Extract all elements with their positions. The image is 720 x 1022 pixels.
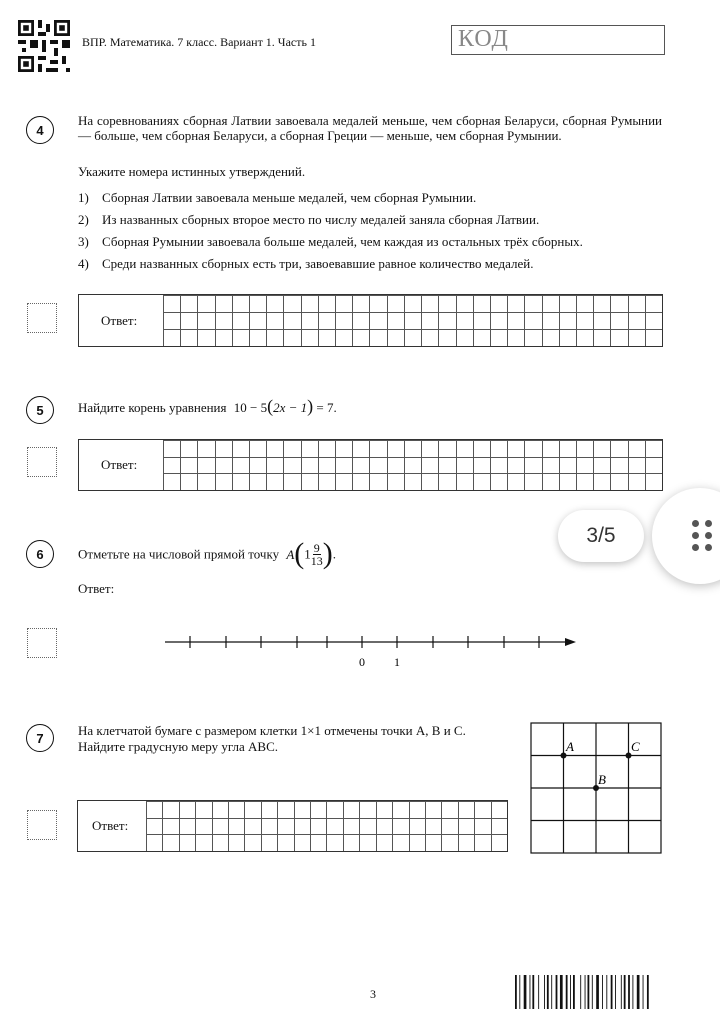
answer-cell[interactable] <box>266 473 283 490</box>
answer-cell[interactable] <box>593 440 610 457</box>
answer-cell[interactable] <box>215 473 232 490</box>
answer-cell[interactable] <box>266 295 283 312</box>
answer-cell[interactable] <box>490 473 507 490</box>
answer-cell[interactable] <box>392 834 408 851</box>
answer-cell[interactable] <box>610 440 627 457</box>
answer-cell[interactable] <box>441 834 457 851</box>
answer-cell[interactable] <box>645 312 662 329</box>
answer-cell[interactable] <box>228 818 244 835</box>
answer-cell[interactable] <box>261 801 277 818</box>
answer-cell[interactable] <box>318 473 335 490</box>
answer-cell[interactable] <box>180 440 197 457</box>
answer-cell[interactable] <box>179 818 195 835</box>
answer-cell[interactable] <box>576 295 593 312</box>
answer-cell[interactable] <box>249 457 266 474</box>
answer-cell[interactable] <box>438 312 455 329</box>
answer-cell[interactable] <box>318 440 335 457</box>
answer-cell[interactable] <box>507 295 524 312</box>
answer-cell[interactable] <box>593 329 610 346</box>
answer-cell[interactable] <box>473 440 490 457</box>
answer-cell[interactable] <box>628 457 645 474</box>
answer-cell[interactable] <box>404 457 421 474</box>
answer-cell[interactable] <box>261 834 277 851</box>
answer-cell[interactable] <box>343 818 359 835</box>
answer-cell[interactable] <box>249 312 266 329</box>
q5-answer-box[interactable] <box>78 439 663 491</box>
answer-cell[interactable] <box>232 440 249 457</box>
answer-cell[interactable] <box>610 312 627 329</box>
point-c-label: C <box>631 739 640 754</box>
answer-cell[interactable] <box>283 440 300 457</box>
q6-fraction: $\frac{9}{13}$ <box>310 540 323 568</box>
answer-cell[interactable] <box>232 457 249 474</box>
answer-cell[interactable] <box>524 457 541 474</box>
answer-cell[interactable] <box>645 457 662 474</box>
answer-cell[interactable] <box>232 473 249 490</box>
answer-cell[interactable] <box>228 801 244 818</box>
answer-cell[interactable] <box>369 329 386 346</box>
q7-answer-grid[interactable] <box>146 801 507 851</box>
answer-cell[interactable] <box>163 440 180 457</box>
page-indicator: 3/5 <box>558 510 644 562</box>
answer-cell[interactable] <box>163 457 180 474</box>
answer-cell[interactable] <box>301 473 318 490</box>
answer-cell[interactable] <box>576 329 593 346</box>
answer-cell[interactable] <box>507 440 524 457</box>
q7-check-box <box>27 810 57 840</box>
answer-cell[interactable] <box>404 440 421 457</box>
answer-cell[interactable] <box>359 818 375 835</box>
answer-cell[interactable] <box>163 295 180 312</box>
answer-cell[interactable] <box>421 312 438 329</box>
answer-cell[interactable] <box>404 295 421 312</box>
answer-cell[interactable] <box>507 312 524 329</box>
answer-cell[interactable] <box>458 834 474 851</box>
answer-cell[interactable] <box>318 295 335 312</box>
answer-cell[interactable] <box>197 295 214 312</box>
answer-cell[interactable] <box>387 473 404 490</box>
answer-cell[interactable] <box>645 473 662 490</box>
answer-cell[interactable] <box>645 295 662 312</box>
answer-cell[interactable] <box>376 834 392 851</box>
q7-answer-label: Ответ: <box>92 818 129 833</box>
answer-cell[interactable] <box>490 312 507 329</box>
kod-label: КОД <box>458 26 509 52</box>
answer-cell[interactable] <box>409 818 425 835</box>
answer-cell[interactable] <box>628 473 645 490</box>
q7-answer-box[interactable] <box>77 800 508 852</box>
answer-cell[interactable] <box>283 329 300 346</box>
answer-cell[interactable] <box>524 473 541 490</box>
answer-cell[interactable] <box>404 312 421 329</box>
q5-equation: 10 − 5(2x − 1) = 7. <box>233 396 337 416</box>
answer-cell[interactable] <box>163 329 180 346</box>
answer-cell[interactable] <box>576 440 593 457</box>
answer-cell[interactable] <box>438 329 455 346</box>
answer-cell[interactable] <box>232 312 249 329</box>
q6-check-box <box>27 628 57 658</box>
answer-cell[interactable] <box>576 312 593 329</box>
answer-cell[interactable] <box>212 801 228 818</box>
answer-cell[interactable] <box>359 801 375 818</box>
answer-cell[interactable] <box>352 295 369 312</box>
answer-cell[interactable] <box>294 834 310 851</box>
q4-answer-grid[interactable] <box>163 295 662 346</box>
answer-cell[interactable] <box>542 457 559 474</box>
answer-cell[interactable] <box>559 440 576 457</box>
answer-cell[interactable] <box>490 440 507 457</box>
answer-cell[interactable] <box>441 818 457 835</box>
answer-cell[interactable] <box>473 473 490 490</box>
answer-cell[interactable] <box>559 295 576 312</box>
answer-cell[interactable] <box>162 801 178 818</box>
answer-cell[interactable] <box>474 818 490 835</box>
q5-answer-grid[interactable] <box>163 440 662 490</box>
question-number-6: 6 <box>26 540 54 568</box>
answer-cell[interactable] <box>392 801 408 818</box>
page-number: 3 <box>370 987 376 1001</box>
answer-cell[interactable] <box>294 801 310 818</box>
answer-cell[interactable] <box>232 329 249 346</box>
answer-cell[interactable] <box>283 457 300 474</box>
answer-cell[interactable] <box>438 440 455 457</box>
answer-cell[interactable] <box>352 312 369 329</box>
answer-cell[interactable] <box>294 818 310 835</box>
q5-check-box <box>27 447 57 477</box>
answer-cell[interactable] <box>179 834 195 851</box>
answer-cell[interactable] <box>490 329 507 346</box>
answer-cell[interactable] <box>215 295 232 312</box>
answer-cell[interactable] <box>195 801 211 818</box>
grid-figure <box>530 722 664 856</box>
answer-cell[interactable] <box>409 801 425 818</box>
answer-cell[interactable] <box>146 818 162 835</box>
answer-cell[interactable] <box>343 834 359 851</box>
answer-cell[interactable] <box>491 818 507 835</box>
answer-cell[interactable] <box>215 457 232 474</box>
tick-label-0: 0 <box>359 655 365 669</box>
answer-cell[interactable] <box>542 440 559 457</box>
answer-cell[interactable] <box>610 473 627 490</box>
answer-cell[interactable] <box>163 473 180 490</box>
answer-cell[interactable] <box>197 329 214 346</box>
answer-cell[interactable] <box>507 329 524 346</box>
answer-cell[interactable] <box>559 312 576 329</box>
barcode <box>515 975 675 1009</box>
answer-cell[interactable] <box>593 473 610 490</box>
answer-cell[interactable] <box>593 295 610 312</box>
answer-cell[interactable] <box>628 440 645 457</box>
answer-cell[interactable] <box>359 834 375 851</box>
answer-cell[interactable] <box>326 801 342 818</box>
answer-cell[interactable] <box>197 312 214 329</box>
q4-option-1: 1) Сборная Латвии завоевала меньше медалей, чем сборная Румынии. <box>78 190 477 205</box>
answer-cell[interactable] <box>335 329 352 346</box>
answer-cell[interactable] <box>266 440 283 457</box>
answer-cell[interactable] <box>326 834 342 851</box>
answer-cell[interactable] <box>421 440 438 457</box>
answer-cell[interactable] <box>212 834 228 851</box>
header-title: ВПР. Математика. 7 класс. Вариант 1. Часть 1 <box>82 35 316 49</box>
answer-cell[interactable] <box>369 312 386 329</box>
answer-cell[interactable] <box>335 473 352 490</box>
q4-answer-label: Ответ: <box>101 313 138 328</box>
answer-cell[interactable] <box>244 801 260 818</box>
kod-field[interactable] <box>451 25 665 55</box>
answer-cell[interactable] <box>369 457 386 474</box>
answer-cell[interactable] <box>343 801 359 818</box>
answer-cell[interactable] <box>232 295 249 312</box>
answer-cell[interactable] <box>197 440 214 457</box>
answer-cell[interactable] <box>283 312 300 329</box>
answer-cell[interactable] <box>318 312 335 329</box>
answer-cell[interactable] <box>180 295 197 312</box>
answer-cell[interactable] <box>228 834 244 851</box>
answer-cell[interactable] <box>310 801 326 818</box>
q5-text: Найдите корень уравнения 10 − 5(2x − 1) = 7. <box>78 396 337 416</box>
answer-cell[interactable] <box>524 329 541 346</box>
answer-cell[interactable] <box>473 312 490 329</box>
answer-cell[interactable] <box>425 818 441 835</box>
answer-cell[interactable] <box>524 312 541 329</box>
menu-button[interactable] <box>652 488 720 584</box>
answer-cell[interactable] <box>215 440 232 457</box>
q4-option-3: 3) Сборная Румынии завоевала больше медалей, чем каждая из остальных трёх сборных. <box>78 234 583 249</box>
answer-cell[interactable] <box>593 312 610 329</box>
answer-cell[interactable] <box>542 295 559 312</box>
answer-cell[interactable] <box>456 295 473 312</box>
answer-cell[interactable] <box>215 312 232 329</box>
answer-cell[interactable] <box>387 295 404 312</box>
answer-cell[interactable] <box>387 312 404 329</box>
answer-cell[interactable] <box>195 818 211 835</box>
answer-cell[interactable] <box>507 473 524 490</box>
answer-cell[interactable] <box>404 329 421 346</box>
answer-cell[interactable] <box>456 473 473 490</box>
answer-cell[interactable] <box>458 801 474 818</box>
answer-cell[interactable] <box>301 295 318 312</box>
answer-cell[interactable] <box>215 329 232 346</box>
answer-cell[interactable] <box>421 473 438 490</box>
answer-cell[interactable] <box>277 801 293 818</box>
q6-text: Отметьте на числовой прямой точку A(1 $\frac{9}{13}$ ). <box>78 537 337 570</box>
answer-cell[interactable] <box>335 312 352 329</box>
answer-cell[interactable] <box>438 473 455 490</box>
arrow-icon <box>565 638 576 646</box>
answer-cell[interactable] <box>249 329 266 346</box>
answer-cell[interactable] <box>438 457 455 474</box>
q7-text-line2: Найдите градусную меру угла ABC. <box>78 739 279 754</box>
answer-cell[interactable] <box>146 834 162 851</box>
answer-cell[interactable] <box>335 440 352 457</box>
answer-cell[interactable] <box>441 801 457 818</box>
answer-cell[interactable] <box>387 457 404 474</box>
answer-cell[interactable] <box>456 312 473 329</box>
answer-cell[interactable] <box>195 834 211 851</box>
answer-cell[interactable] <box>335 295 352 312</box>
answer-cell[interactable] <box>491 801 507 818</box>
answer-cell[interactable] <box>559 457 576 474</box>
answer-cell[interactable] <box>162 834 178 851</box>
answer-cell[interactable] <box>576 457 593 474</box>
answer-cell[interactable] <box>491 834 507 851</box>
q4-option-4: 4) Среди названных сборных есть три, завоевавшие равное количество медалей. <box>78 256 534 271</box>
answer-cell[interactable] <box>249 473 266 490</box>
answer-cell[interactable] <box>369 473 386 490</box>
answer-cell[interactable] <box>301 329 318 346</box>
answer-cell[interactable] <box>310 834 326 851</box>
answer-cell[interactable] <box>266 329 283 346</box>
q5-answer-label: Ответ: <box>101 457 138 472</box>
q4-text: На соревнованиях сборная Латвии завоевала медалей меньше, чем сборная Беларуси, сборная Румынии — больше, чем сборная Беларуси, а сборная Греции — меньше, чем сборная Румынии. <box>78 113 662 143</box>
answer-cell[interactable] <box>244 834 260 851</box>
q6-answer-label: Ответ: <box>78 581 115 596</box>
q4-answer-box[interactable] <box>78 294 663 347</box>
answer-cell[interactable] <box>524 295 541 312</box>
answer-cell[interactable] <box>249 440 266 457</box>
answer-cell[interactable] <box>387 440 404 457</box>
answer-cell[interactable] <box>542 329 559 346</box>
answer-cell[interactable] <box>392 818 408 835</box>
answer-cell[interactable] <box>458 818 474 835</box>
answer-cell[interactable] <box>277 834 293 851</box>
point-a-label: A <box>566 739 574 754</box>
question-number-7: 7 <box>26 724 54 752</box>
qr-code <box>18 20 70 72</box>
answer-cell[interactable] <box>197 457 214 474</box>
answer-cell[interactable] <box>473 295 490 312</box>
answer-cell[interactable] <box>261 818 277 835</box>
answer-cell[interactable] <box>490 457 507 474</box>
number-line[interactable] <box>160 628 580 672</box>
answer-cell[interactable] <box>404 473 421 490</box>
answer-cell[interactable] <box>352 473 369 490</box>
answer-cell[interactable] <box>474 801 490 818</box>
answer-cell[interactable] <box>180 312 197 329</box>
answer-cell[interactable] <box>326 818 342 835</box>
answer-cell[interactable] <box>387 329 404 346</box>
question-number-5: 5 <box>26 396 54 424</box>
answer-cell[interactable] <box>376 801 392 818</box>
answer-cell[interactable] <box>335 457 352 474</box>
answer-cell[interactable] <box>301 457 318 474</box>
answer-cell[interactable] <box>266 457 283 474</box>
answer-cell[interactable] <box>473 329 490 346</box>
answer-cell[interactable] <box>266 312 283 329</box>
answer-cell[interactable] <box>438 295 455 312</box>
answer-cell[interactable] <box>610 295 627 312</box>
answer-cell[interactable] <box>179 801 195 818</box>
answer-cell[interactable] <box>593 457 610 474</box>
answer-cell[interactable] <box>244 818 260 835</box>
answer-cell[interactable] <box>197 473 214 490</box>
answer-cell[interactable] <box>352 457 369 474</box>
answer-cell[interactable] <box>318 457 335 474</box>
answer-cell[interactable] <box>421 295 438 312</box>
answer-cell[interactable] <box>310 818 326 835</box>
answer-cell[interactable] <box>524 440 541 457</box>
answer-cell[interactable] <box>283 295 300 312</box>
answer-cell[interactable] <box>249 295 266 312</box>
tick-label-1: 1 <box>394 655 400 669</box>
answer-cell[interactable] <box>456 329 473 346</box>
answer-cell[interactable] <box>425 834 441 851</box>
answer-cell[interactable] <box>421 329 438 346</box>
q4-option-2: 2) Из названных сборных второе место по числу медалей заняла сборная Латвии. <box>78 212 540 227</box>
answer-cell[interactable] <box>576 473 593 490</box>
q7-text-line1: На клетчатой бумаге с размером клетки 1×1 отмечены точки A, B и C. <box>78 723 466 738</box>
answer-cell[interactable] <box>425 801 441 818</box>
answer-cell[interactable] <box>163 312 180 329</box>
answer-cell[interactable] <box>283 473 300 490</box>
answer-cell[interactable] <box>180 329 197 346</box>
answer-cell[interactable] <box>369 440 386 457</box>
answer-cell[interactable] <box>212 818 228 835</box>
answer-cell[interactable] <box>559 329 576 346</box>
answer-cell[interactable] <box>376 818 392 835</box>
answer-cell[interactable] <box>162 818 178 835</box>
answer-cell[interactable] <box>409 834 425 851</box>
answer-cell[interactable] <box>180 473 197 490</box>
answer-cell[interactable] <box>542 473 559 490</box>
answer-cell[interactable] <box>628 295 645 312</box>
q4-instruction: Укажите номера истинных утверждений. <box>78 164 306 179</box>
answer-cell[interactable] <box>456 457 473 474</box>
answer-cell[interactable] <box>456 440 473 457</box>
answer-cell[interactable] <box>352 440 369 457</box>
answer-cell[interactable] <box>301 440 318 457</box>
answer-cell[interactable] <box>645 440 662 457</box>
answer-cell[interactable] <box>301 312 318 329</box>
q4-options <box>78 187 668 275</box>
answer-cell[interactable] <box>610 329 627 346</box>
answer-cell[interactable] <box>645 329 662 346</box>
answer-cell[interactable] <box>146 801 162 818</box>
answer-cell[interactable] <box>369 295 386 312</box>
question-number-4: 4 <box>26 116 54 144</box>
answer-cell[interactable] <box>559 473 576 490</box>
q4-check-box <box>27 303 57 333</box>
point-b-label: B <box>598 772 606 787</box>
answer-cell[interactable] <box>473 457 490 474</box>
answer-cell[interactable] <box>180 457 197 474</box>
answer-cell[interactable] <box>628 312 645 329</box>
answer-cell[interactable] <box>610 457 627 474</box>
answer-cell[interactable] <box>628 329 645 346</box>
answer-cell[interactable] <box>474 834 490 851</box>
answer-cell[interactable] <box>490 295 507 312</box>
answer-cell[interactable] <box>352 329 369 346</box>
answer-cell[interactable] <box>542 312 559 329</box>
answer-cell[interactable] <box>421 457 438 474</box>
answer-cell[interactable] <box>507 457 524 474</box>
answer-cell[interactable] <box>277 818 293 835</box>
answer-cell[interactable] <box>318 329 335 346</box>
